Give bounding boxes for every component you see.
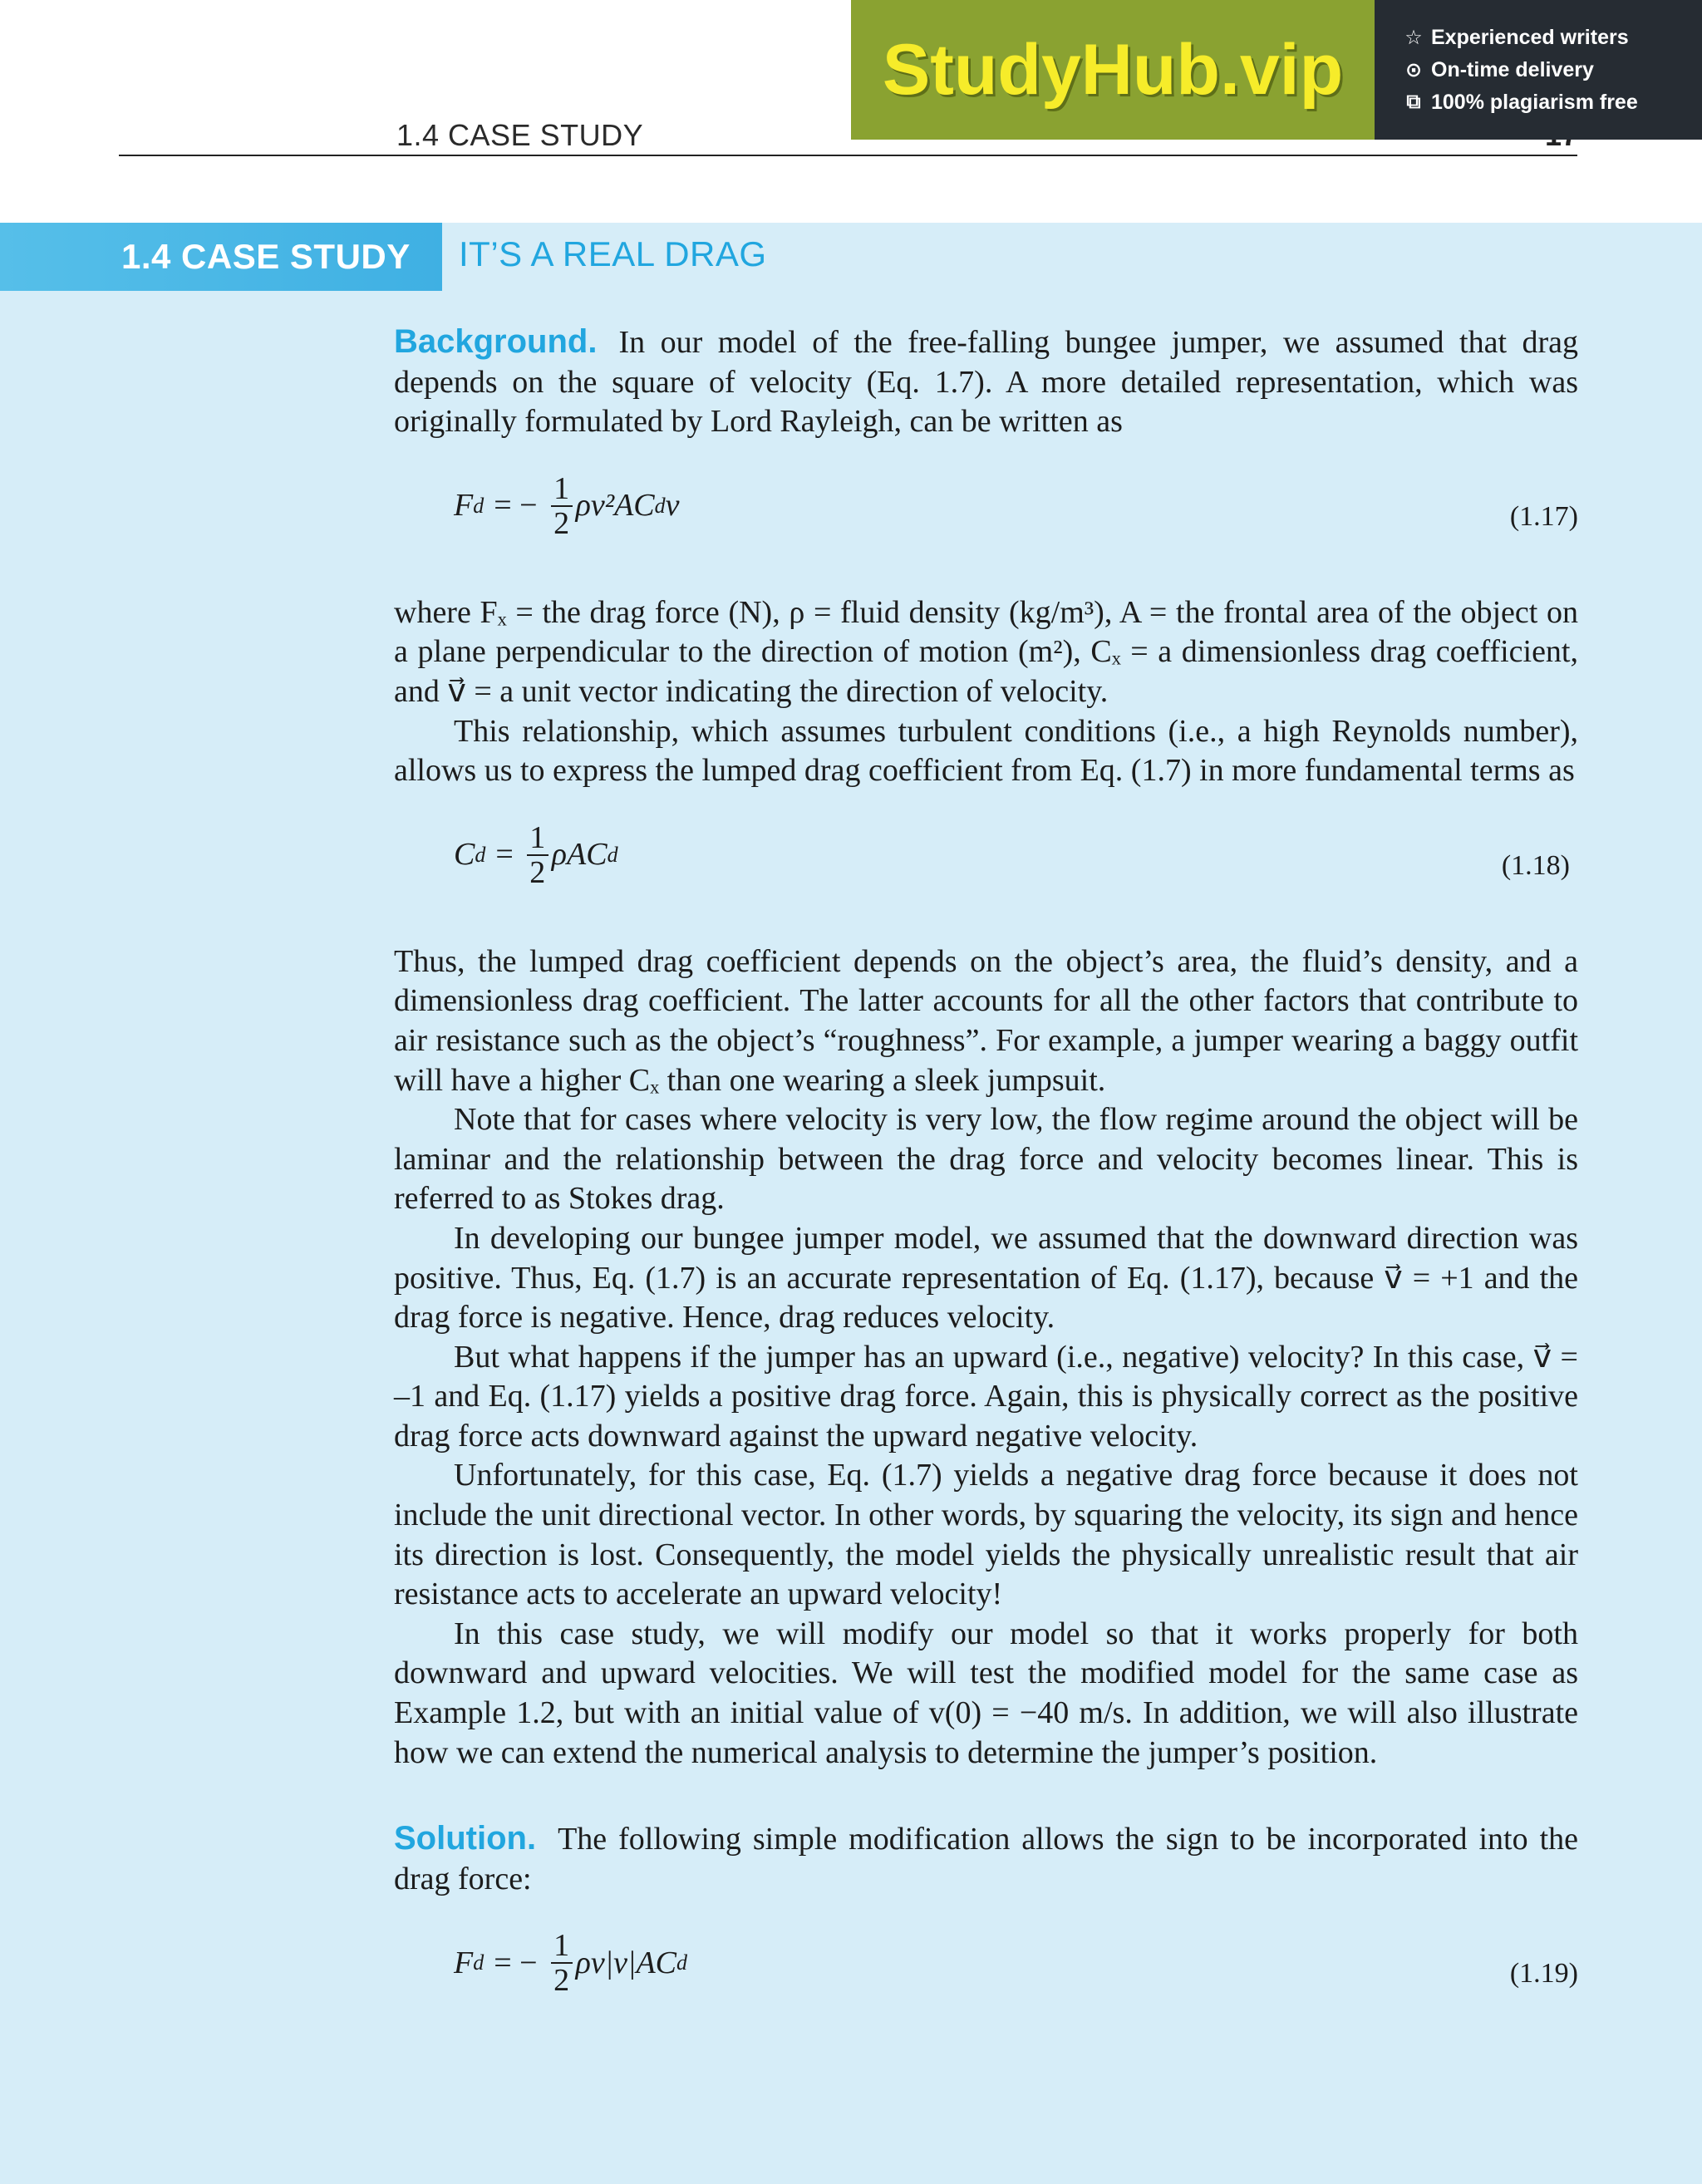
equation-fraction xyxy=(527,821,548,889)
equation-fraction xyxy=(551,1929,573,1997)
fraction-denominator: 2 xyxy=(529,854,546,890)
clock-icon: ⊙ xyxy=(1404,58,1423,81)
solution-heading: Solution. xyxy=(394,1820,537,1857)
section-gap xyxy=(394,1773,1578,1819)
paragraph: But what happens if the jumper has an upward (i.e., negative) velocity? In this case, v⃗ = –1 and Eq. (1.17) yields a positive drag force. Again, this is physically correct as the positive drag force acts downward against the upward negative velocity. xyxy=(394,1339,1578,1454)
star-icon: ☆ xyxy=(1404,26,1423,49)
paragraph-text: In our model of the free-falling bungee jumper, we assumed that drag depends on the square of velocity (Eq. 1.7). A more detailed representation, which was originally formulated by Lord Rayleigh, can be written as xyxy=(394,325,1578,440)
fraction-denominator: 2 xyxy=(553,1963,570,1999)
equation-number: (1.19) xyxy=(1509,1958,1578,1990)
banner-feature xyxy=(1403,58,1702,82)
case-study-title: IT’S A REAL DRAG xyxy=(459,234,767,273)
background-heading: Background. xyxy=(394,323,598,360)
equation-rhs: ρAC xyxy=(551,836,608,872)
equation-sign: = − xyxy=(494,487,538,523)
paragraph: This relationship, which assumes turbulent conditions (i.e., a high Reynolds number), allows us to express the lumped drag coefficient from Eq. (1.7) in more fundamental terms as xyxy=(394,713,1578,789)
equation-body: F d = − $\frac{1}{2}$ ρv|v|AC d xyxy=(454,1928,688,1999)
running-header-title: 1.4 CASE STUDY xyxy=(396,118,644,152)
fraction-numerator: 1 xyxy=(553,1928,570,1964)
equation-lhs: F xyxy=(454,1945,474,1980)
case-study-section xyxy=(0,223,1702,2184)
equation-rhs: ρv²AC xyxy=(575,487,655,523)
banner-feature-text: On-time delivery xyxy=(1431,57,1594,81)
equation-sign: = xyxy=(495,836,514,872)
equation-1-19 xyxy=(394,1914,1578,2039)
studyhub-logo[interactable]: StudyHub.vip xyxy=(851,0,1375,140)
paragraph: In this case study, we will modify our model so that it works properly for both downward and upward velocities. We will test the modified model for the same case as Example 1.2, but with an initial value of v(0) = −40 m/s. In addition, we will also illustrate how we can extend the numerical analysis to determine the jumper’s position. xyxy=(394,1616,1578,1770)
banner-feature-list xyxy=(1375,0,1702,140)
equation-tail: v⃗ xyxy=(665,487,705,523)
paragraph: where Fₓ = the drag force (N), ρ = fluid density (kg/m³), A = the frontal area of the object on a plane perpendicular to the direction of motion (m²), Cₓ = a dimensionless drag coefficient, and v⃗ = a unit vector indicating the direction of velocity. xyxy=(394,594,1578,709)
fraction-numerator: 1 xyxy=(553,470,570,506)
equation-body: C d = $\frac{1}{2}$ ρAC d xyxy=(454,819,618,890)
paragraph: In developing our bungee jumper model, we assumed that the downward direction was positive. Thus, Eq. (1.7) is an accurate representation of Eq. (1.17), because v⃗ = +1 and the drag force is negative. Hence, drag reduces velocity. xyxy=(394,1220,1578,1335)
text-column xyxy=(394,322,1578,2050)
fraction-numerator: 1 xyxy=(529,819,546,855)
equation-lhs: C xyxy=(454,836,475,872)
equation-fraction xyxy=(551,472,573,540)
equation-1-18 xyxy=(394,806,1578,931)
equation-number: (1.18) xyxy=(1501,849,1570,881)
paragraph: Note that for cases where velocity is very low, the flow regime around the object will be laminar and the relationship between the drag force and velocity becomes linear. This is referred to as Stokes drag. xyxy=(394,1102,1578,1217)
paragraph: Unfortunately, for this case, Eq. (1.7) yields a negative drag force because it does not include the unit directional vector. In other words, by squaring the velocity, its sign and hence its direction is lost. Consequently, the model yields the physically unrealistic result that air resistance acts to accelerate an upward velocity! xyxy=(394,1458,1578,1612)
equation-rhs: ρv|v|AC xyxy=(575,1945,677,1980)
paragraph: Thus, the lumped drag coefficient depends on the object’s area, the fluid’s density, and a dimensionless drag coefficient. The latter accounts for all the other factors that contribute to air resistance such as the object’s “roughness”. For example, a jumper wearing a baggy outfit will have a higher Cₓ than one wearing a sleek jumpsuit. xyxy=(394,943,1578,1098)
equation-body: F d = − $\frac{1}{2}$ ρv²AC d v⃗ xyxy=(454,470,705,541)
paragraph-text: The following simple modification allows the sign to be incorporated into the drag force: xyxy=(394,1822,1578,1896)
equation-sign: = − xyxy=(494,1945,538,1980)
equation-lhs: F xyxy=(454,487,474,523)
banner-feature xyxy=(1403,91,1702,115)
studyhub-banner[interactable] xyxy=(851,0,1702,140)
equation-number: (1.17) xyxy=(1509,500,1578,532)
case-study-tag: 1.4 CASE STUDY xyxy=(0,223,442,291)
banner-feature-text: 100% plagiarism free xyxy=(1431,90,1638,114)
banner-feature-text: Experienced writers xyxy=(1431,25,1629,49)
banner-feature xyxy=(1403,26,1702,50)
fraction-denominator: 2 xyxy=(553,505,570,541)
equation-1-17 xyxy=(394,457,1578,582)
copy-icon: ⧉ xyxy=(1406,91,1421,113)
solution-paragraph xyxy=(394,1819,1578,1899)
background-paragraph xyxy=(394,322,1578,442)
